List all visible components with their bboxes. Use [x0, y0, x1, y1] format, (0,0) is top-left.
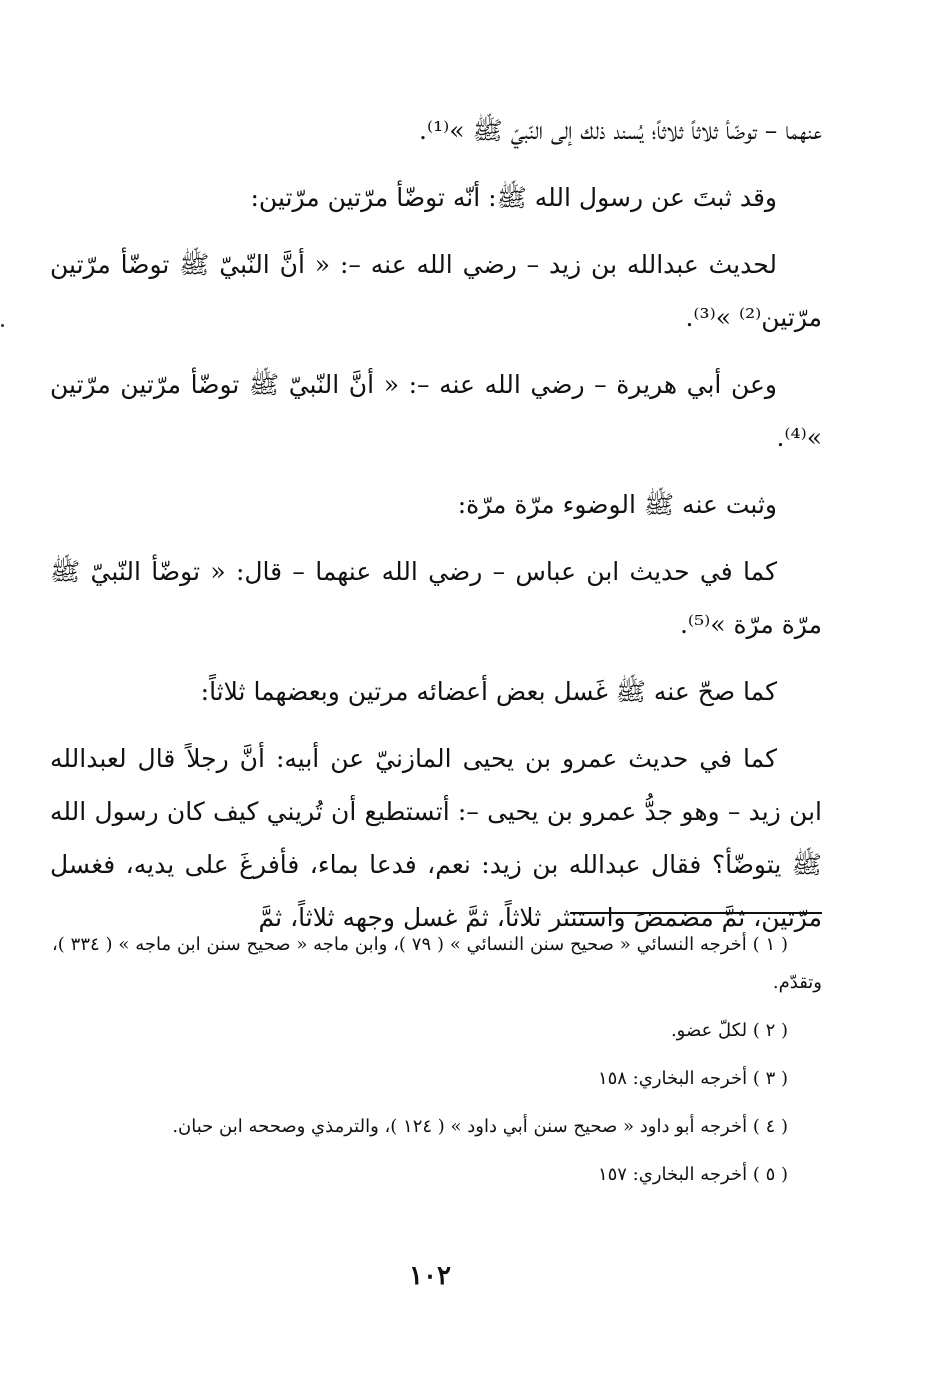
footnote-5: ( ٥ ) أخرجه البخاري: ١٥٧: [597, 1164, 788, 1185]
page-number: ١٠٢: [409, 1261, 451, 1291]
paragraph-5: وثبت عنه ﷺ الوضوء مرّة مرّة:: [457, 490, 777, 519]
margin-speck: [1, 324, 4, 327]
paragraph-2: وقد ثبتَ عن رسول الله ﷺ: أنّه توضّأ مرّتين مرّتين:: [250, 183, 777, 212]
footnote-4: ( ٤ ) أخرجه أبو داود « صحيح سنن أبي داود » ( ١٢٤ )، والترمذي وصححه ابن حبان.: [172, 1116, 788, 1137]
footnotes: [52, 926, 822, 1204]
paragraph-7: كما صحّ عنه ﷺ غَسل بعض أعضائه مرتين وبعضهما ثلاثاً:: [200, 677, 777, 706]
footnote-3: ( ٣ ) أخرجه البخاري: ١٥٨: [597, 1068, 788, 1089]
paragraph-8: كما في حديث عمرو بن يحيى المازنيّ عن أبيه: أنَّ رجلاً قال لعبدالله ابن زيد – وهو جدُّ عمرو بن يحيى –: أتستطيع أن تُريني كيف كان رسول الله ﷺ يتوضّأ؟ فقال عبدالله بن زيد: نعم، فدعا بماء، فأفرغَ على يديه، فغسل مرّتين، ثمَّ مضمضَ واستنثر ثلاثاً، ثمَّ غسل وجهه ثلاثاً، ثمَّ: [50, 744, 822, 932]
main-text: [50, 104, 822, 958]
paragraph-4: وعن أبي هريرة – رضي الله عنه –: « أنَّ النّبيّ ﷺ توضّأ مرّتين مرّتين »⁽⁴⁾.: [50, 370, 822, 452]
footnote-separator: [570, 912, 822, 914]
paragraph-3: لحديث عبدالله بن زيد – رضي الله عنه –: « أنَّ النّبيّ ﷺ توضّأ مرّتين مرّتين⁽²⁾ »⁽³⁾.: [50, 250, 822, 332]
footnote-2: ( ٢ ) لكلّ عضو.: [670, 1020, 788, 1041]
paragraph-6: كما في حديث ابن عباس – رضي الله عنهما – قال: « توضّأ النّبيّ ﷺ مرّة مرّة »⁽⁵⁾.: [50, 557, 822, 639]
paragraph-1: عنهما – توضّأ ثلاثاً ثلاثاً؛ يُسند ذلك إلى النّبيّ ﷺ »⁽¹⁾.: [419, 116, 822, 145]
footnote-1: ( ١ ) أخرجه النسائي « صحيح سنن النسائي » ( ٧٩ )، وابن ماجه « صحيح سنن ابن ماجه » ( ٣٣٤ )، وتقدّم.: [52, 934, 822, 993]
